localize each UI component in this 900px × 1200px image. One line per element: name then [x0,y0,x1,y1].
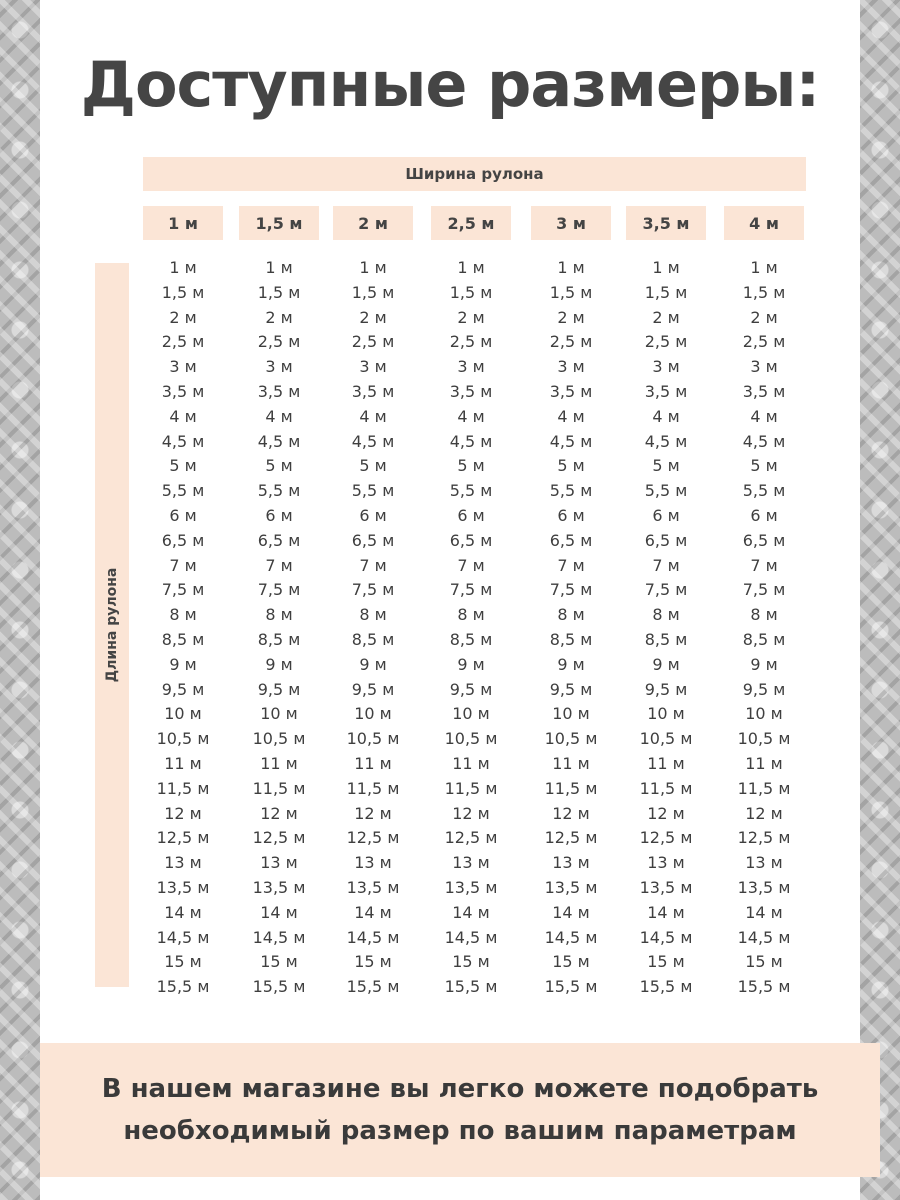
length-value: 5,5 м [549,481,593,501]
length-value: 12,5 м [544,828,598,848]
length-value: 8 м [750,605,778,625]
length-value: 11,5 м [156,778,210,798]
length-value: 4 м [557,406,585,426]
length-value: 15 м [647,952,685,972]
length-value: 10 м [552,704,590,724]
length-value: 15,5 м [544,977,598,997]
length-value: 2,5 м [351,332,395,352]
length-value: 15 м [552,952,590,972]
length-value: 5,5 м [161,481,205,501]
length-value: 1 м [652,258,680,277]
length-value: 3,5 м [644,381,688,401]
length-value: 3 м [652,357,680,377]
width-option: 1,5 м [239,206,319,240]
length-value: 4 м [359,406,387,426]
length-value: 4,5 м [449,431,493,451]
length-value: 6 м [557,505,585,525]
length-value: 5 м [557,456,585,476]
length-value: 5,5 м [257,481,301,501]
length-value: 11 м [745,753,783,773]
length-value: 5 м [652,456,680,476]
length-value: 13 м [452,853,490,873]
length-value: 9,5 м [351,679,395,699]
length-value: 13,5 м [346,877,400,897]
length-value: 10 м [647,704,685,724]
length-value: 13 м [745,853,783,873]
length-value: 14,5 м [346,927,400,947]
length-value: 8 м [557,605,585,625]
length-value: 4 м [652,406,680,426]
length-value: 2,5 м [742,332,786,352]
length-value: 5 м [457,456,485,476]
length-column [521,256,621,1000]
length-value: 2,5 м [257,332,301,352]
length-value: 5,5 м [644,481,688,501]
length-value: 1 м [359,258,387,277]
length-value: 11,5 м [346,778,400,798]
length-value: 11 м [647,753,685,773]
length-value: 7 м [750,555,778,575]
length-value: 14 м [452,902,490,922]
length-value: 2,5 м [161,332,205,352]
length-value: 3 м [750,357,778,377]
length-value: 7,5 м [257,580,301,600]
length-value: 1,5 м [449,282,493,302]
length-value: 12,5 м [156,828,210,848]
length-value: 9 м [750,654,778,674]
length-value: 7,5 м [449,580,493,600]
length-value: 6 м [169,505,197,525]
length-value: 14,5 м [737,927,791,947]
length-value: 10 м [164,704,202,724]
footer-line-1: В нашем магазине вы легко можете подобрать [101,1074,819,1104]
length-value: 15 м [164,952,202,972]
length-value: 7,5 м [742,580,786,600]
length-value: 6,5 м [742,530,786,550]
length-value: 7,5 м [549,580,593,600]
length-value: 14,5 м [444,927,498,947]
width-option: 2,5 м [431,206,511,240]
length-value: 7 м [359,555,387,575]
length-value: 8,5 м [644,629,688,649]
length-value: 8,5 м [161,629,205,649]
length-value: 15 м [354,952,392,972]
length-value: 4,5 м [549,431,593,451]
length-value: 9 м [265,654,293,674]
length-value: 10,5 м [252,729,306,749]
length-value: 8 м [652,605,680,625]
length-value: 6,5 м [644,530,688,550]
length-value: 4 м [457,406,485,426]
length-value: 1 м [557,258,585,277]
length-column [323,256,423,1000]
length-value: 10,5 м [444,729,498,749]
length-value: 9,5 м [549,679,593,699]
length-value: 9 м [457,654,485,674]
width-option: 3,5 м [626,206,706,240]
length-value: 11,5 м [544,778,598,798]
length-value: 9 м [557,654,585,674]
length-value: 14 м [647,902,685,922]
length-value: 14,5 м [156,927,210,947]
length-value: 15 м [745,952,783,972]
length-value: 5 м [265,456,293,476]
length-value: 2,5 м [549,332,593,352]
length-value: 10,5 м [737,729,791,749]
length-value: 15,5 м [252,977,306,997]
length-value: 3 м [265,357,293,377]
length-value: 4,5 м [161,431,205,451]
length-value: 12,5 м [346,828,400,848]
length-value: 9,5 м [257,679,301,699]
length-value: 8 м [457,605,485,625]
length-value: 7 м [557,555,585,575]
length-value: 12,5 м [737,828,791,848]
length-value: 1,5 м [351,282,395,302]
length-value: 14,5 м [544,927,598,947]
length-value: 9,5 м [742,679,786,699]
length-value: 11,5 м [252,778,306,798]
length-value: 13,5 м [639,877,693,897]
length-value: 6 м [750,505,778,525]
length-value: 13 м [164,853,202,873]
length-value: 13 м [354,853,392,873]
length-value: 7,5 м [161,580,205,600]
length-value: 4,5 м [351,431,395,451]
length-value: 4,5 м [742,431,786,451]
length-value: 9 м [359,654,387,674]
length-value: 11,5 м [737,778,791,798]
width-header: Ширина рулона [143,157,806,191]
length-value: 15,5 м [737,977,791,997]
length-value: 14 м [164,902,202,922]
length-value: 13 м [647,853,685,873]
length-value: 1,5 м [742,282,786,302]
length-value: 11 м [452,753,490,773]
width-option: 2 м [333,206,413,240]
length-value: 9 м [652,654,680,674]
length-value: 12 м [260,803,298,823]
length-value: 1 м [750,258,778,277]
length-value: 3,5 м [351,381,395,401]
length-value: 6,5 м [351,530,395,550]
length-value: 10,5 м [639,729,693,749]
length-value: 1,5 м [257,282,301,302]
length-value: 1,5 м [549,282,593,302]
length-value: 7,5 м [351,580,395,600]
length-value: 15,5 м [346,977,400,997]
length-value: 8,5 м [742,629,786,649]
length-header [95,263,129,987]
length-value: 9 м [169,654,197,674]
length-value: 11 м [552,753,590,773]
length-value: 4 м [169,406,197,426]
decorative-pattern-left [0,0,40,1200]
length-value: 5 м [359,456,387,476]
length-value: 10,5 м [156,729,210,749]
length-value: 6 м [457,505,485,525]
length-value: 9,5 м [161,679,205,699]
length-value: 1 м [169,258,197,277]
length-value: 12 м [647,803,685,823]
length-value: 13,5 м [737,877,791,897]
length-value: 15,5 м [444,977,498,997]
length-value: 2 м [265,307,293,327]
length-value: 13,5 м [252,877,306,897]
width-option: 3 м [531,206,611,240]
length-value: 4,5 м [257,431,301,451]
length-value: 6 м [265,505,293,525]
length-value: 4,5 м [644,431,688,451]
length-value: 3,5 м [257,381,301,401]
length-value: 12 м [745,803,783,823]
length-value: 2 м [652,307,680,327]
length-value: 12 м [552,803,590,823]
length-column [714,256,814,1000]
length-value: 15 м [452,952,490,972]
length-value: 3 м [359,357,387,377]
length-value: 1 м [457,258,485,277]
length-value: 10,5 м [346,729,400,749]
length-value: 10 м [452,704,490,724]
footer-line-2: необходимый размер по вашим параметрам [123,1116,797,1146]
length-value: 14 м [745,902,783,922]
length-value: 14 м [552,902,590,922]
length-value: 2,5 м [449,332,493,352]
length-value: 3,5 м [161,381,205,401]
length-value: 3 м [169,357,197,377]
length-value: 3,5 м [742,381,786,401]
length-value: 10 м [260,704,298,724]
length-value: 7 м [265,555,293,575]
width-option: 4 м [724,206,804,240]
length-value: 13 м [260,853,298,873]
length-value: 12,5 м [444,828,498,848]
length-value: 7 м [652,555,680,575]
length-value: 11,5 м [444,778,498,798]
length-value: 12 м [164,803,202,823]
length-value: 8,5 м [449,629,493,649]
length-value: 9,5 м [449,679,493,699]
length-column [133,256,233,1000]
length-value: 3 м [557,357,585,377]
length-value: 14,5 м [639,927,693,947]
length-value: 15 м [260,952,298,972]
length-value: 2 м [557,307,585,327]
length-value: 8 м [169,605,197,625]
length-value: 12 м [354,803,392,823]
length-value: 6,5 м [257,530,301,550]
length-value: 6,5 м [549,530,593,550]
length-column [421,256,521,1000]
length-column [616,256,716,1000]
length-value: 5,5 м [449,481,493,501]
length-value: 10,5 м [544,729,598,749]
page-title: Доступные размеры: [80,48,820,121]
length-value: 6,5 м [161,530,205,550]
length-value: 3,5 м [449,381,493,401]
length-value: 14,5 м [252,927,306,947]
length-value: 6,5 м [449,530,493,550]
length-column [229,256,329,1000]
length-value: 1,5 м [644,282,688,302]
length-value: 13,5 м [156,877,210,897]
length-value: 1 м [265,258,293,277]
length-value: 8 м [265,605,293,625]
length-value: 2 м [457,307,485,327]
length-value: 13,5 м [444,877,498,897]
length-value: 14 м [354,902,392,922]
length-value: 14 м [260,902,298,922]
length-value: 11 м [260,753,298,773]
length-value: 3 м [457,357,485,377]
length-value: 15,5 м [156,977,210,997]
length-value: 8,5 м [549,629,593,649]
length-value: 7,5 м [644,580,688,600]
length-value: 2 м [750,307,778,327]
length-value: 13,5 м [544,877,598,897]
length-value: 1,5 м [161,282,205,302]
length-value: 11 м [354,753,392,773]
length-value: 5 м [750,456,778,476]
length-value: 3,5 м [549,381,593,401]
length-value: 2 м [169,307,197,327]
width-option: 1 м [143,206,223,240]
decorative-pattern-right [860,0,900,1200]
length-value: 7 м [457,555,485,575]
length-value: 5,5 м [351,481,395,501]
length-value: 10 м [745,704,783,724]
length-value: 8,5 м [351,629,395,649]
length-value: 9,5 м [644,679,688,699]
length-value: 6 м [652,505,680,525]
length-value: 10 м [354,704,392,724]
length-value: 15,5 м [639,977,693,997]
length-value: 5,5 м [742,481,786,501]
length-value: 4 м [265,406,293,426]
length-value: 13 м [552,853,590,873]
length-value: 12,5 м [252,828,306,848]
length-value: 11,5 м [639,778,693,798]
length-header-label: Длина рулона [104,567,120,683]
length-value: 6 м [359,505,387,525]
length-value: 2 м [359,307,387,327]
footer-banner [40,1043,880,1177]
length-value: 12,5 м [639,828,693,848]
length-value: 5 м [169,456,197,476]
length-value: 12 м [452,803,490,823]
length-value: 8,5 м [257,629,301,649]
length-value: 4 м [750,406,778,426]
length-value: 8 м [359,605,387,625]
length-value: 11 м [164,753,202,773]
length-value: 7 м [169,555,197,575]
length-value: 2,5 м [644,332,688,352]
